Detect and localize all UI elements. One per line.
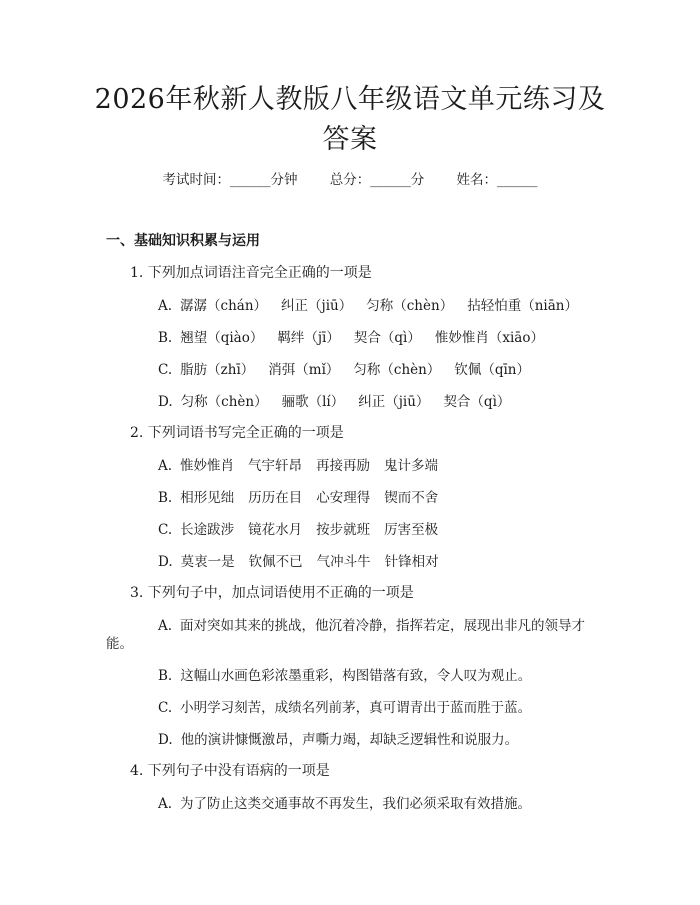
question-stem: 4. 下列句子中没有语病的一项是 — [130, 763, 330, 779]
option-b: B. 这幅山水画色彩浓墨重彩，构图错落有致，令人叹为观止。 — [158, 668, 532, 684]
section-heading: 一、基础知识积累与运用 — [106, 233, 260, 249]
option-a: A. 惟妙惟肖 气宇轩昂 再接再励 鬼计多端 — [158, 458, 439, 474]
option-c: C. 长途跋涉 镜花水月 按步就班 厉害至极 — [158, 522, 439, 538]
option-a: A. 面对突如其来的挑战，他沉着冷静，指挥若定，展现出非凡的领导才 — [158, 618, 586, 634]
question-stem: 3. 下列句子中，加点词语使用不正确的一项是 — [130, 585, 414, 601]
option-a-continuation: 能。 — [106, 636, 133, 652]
option-c: C. 小明学习刻苦，成绩名列前茅，真可谓青出于蓝而胜于蓝。 — [158, 700, 532, 716]
option-b: B. 翘望（qiào） 羁绊（jī） 契合（qì） 惟妙惟肖（xiāo） — [158, 330, 544, 346]
exam-time-field: 考试时间：______分钟 — [162, 172, 298, 188]
option-a: A. 潺潺（chán） 纠正（jiū） 匀称（chèn） 拈轻怕重（niān） — [158, 298, 578, 314]
option-d: D. 匀称（chèn） 骊歌（lí） 纠正（jiū） 契合（qì） — [158, 394, 511, 410]
page-title: 2026年秋新人教版八年级语文单元练习及答案 — [94, 84, 606, 155]
total-score-field: 总分：______分 — [329, 172, 425, 188]
question-stem: 2. 下列词语书写完全正确的一项是 — [130, 425, 344, 441]
name-field: 姓名：______ — [456, 172, 538, 188]
option-a: A. 为了防止这类交通事故不再发生，我们必须采取有效措施。 — [158, 796, 532, 812]
exam-info-line — [0, 168, 700, 188]
option-d: D. 莫衷一是 钦佩不已 气冲斗牛 针锋相对 — [158, 554, 439, 570]
option-c: C. 脂肪（zhī） 消弭（mǐ） 匀称（chèn） 钦佩（qīn） — [158, 362, 530, 378]
option-b: B. 相形见绌 历历在目 心安理得 锲而不舍 — [158, 490, 439, 506]
question-stem: 1. 下列加点词语注音完全正确的一项是 — [130, 265, 372, 281]
option-d: D. 他的演讲慷慨激昂，声嘶力竭，却缺乏逻辑性和说服力。 — [158, 732, 519, 748]
